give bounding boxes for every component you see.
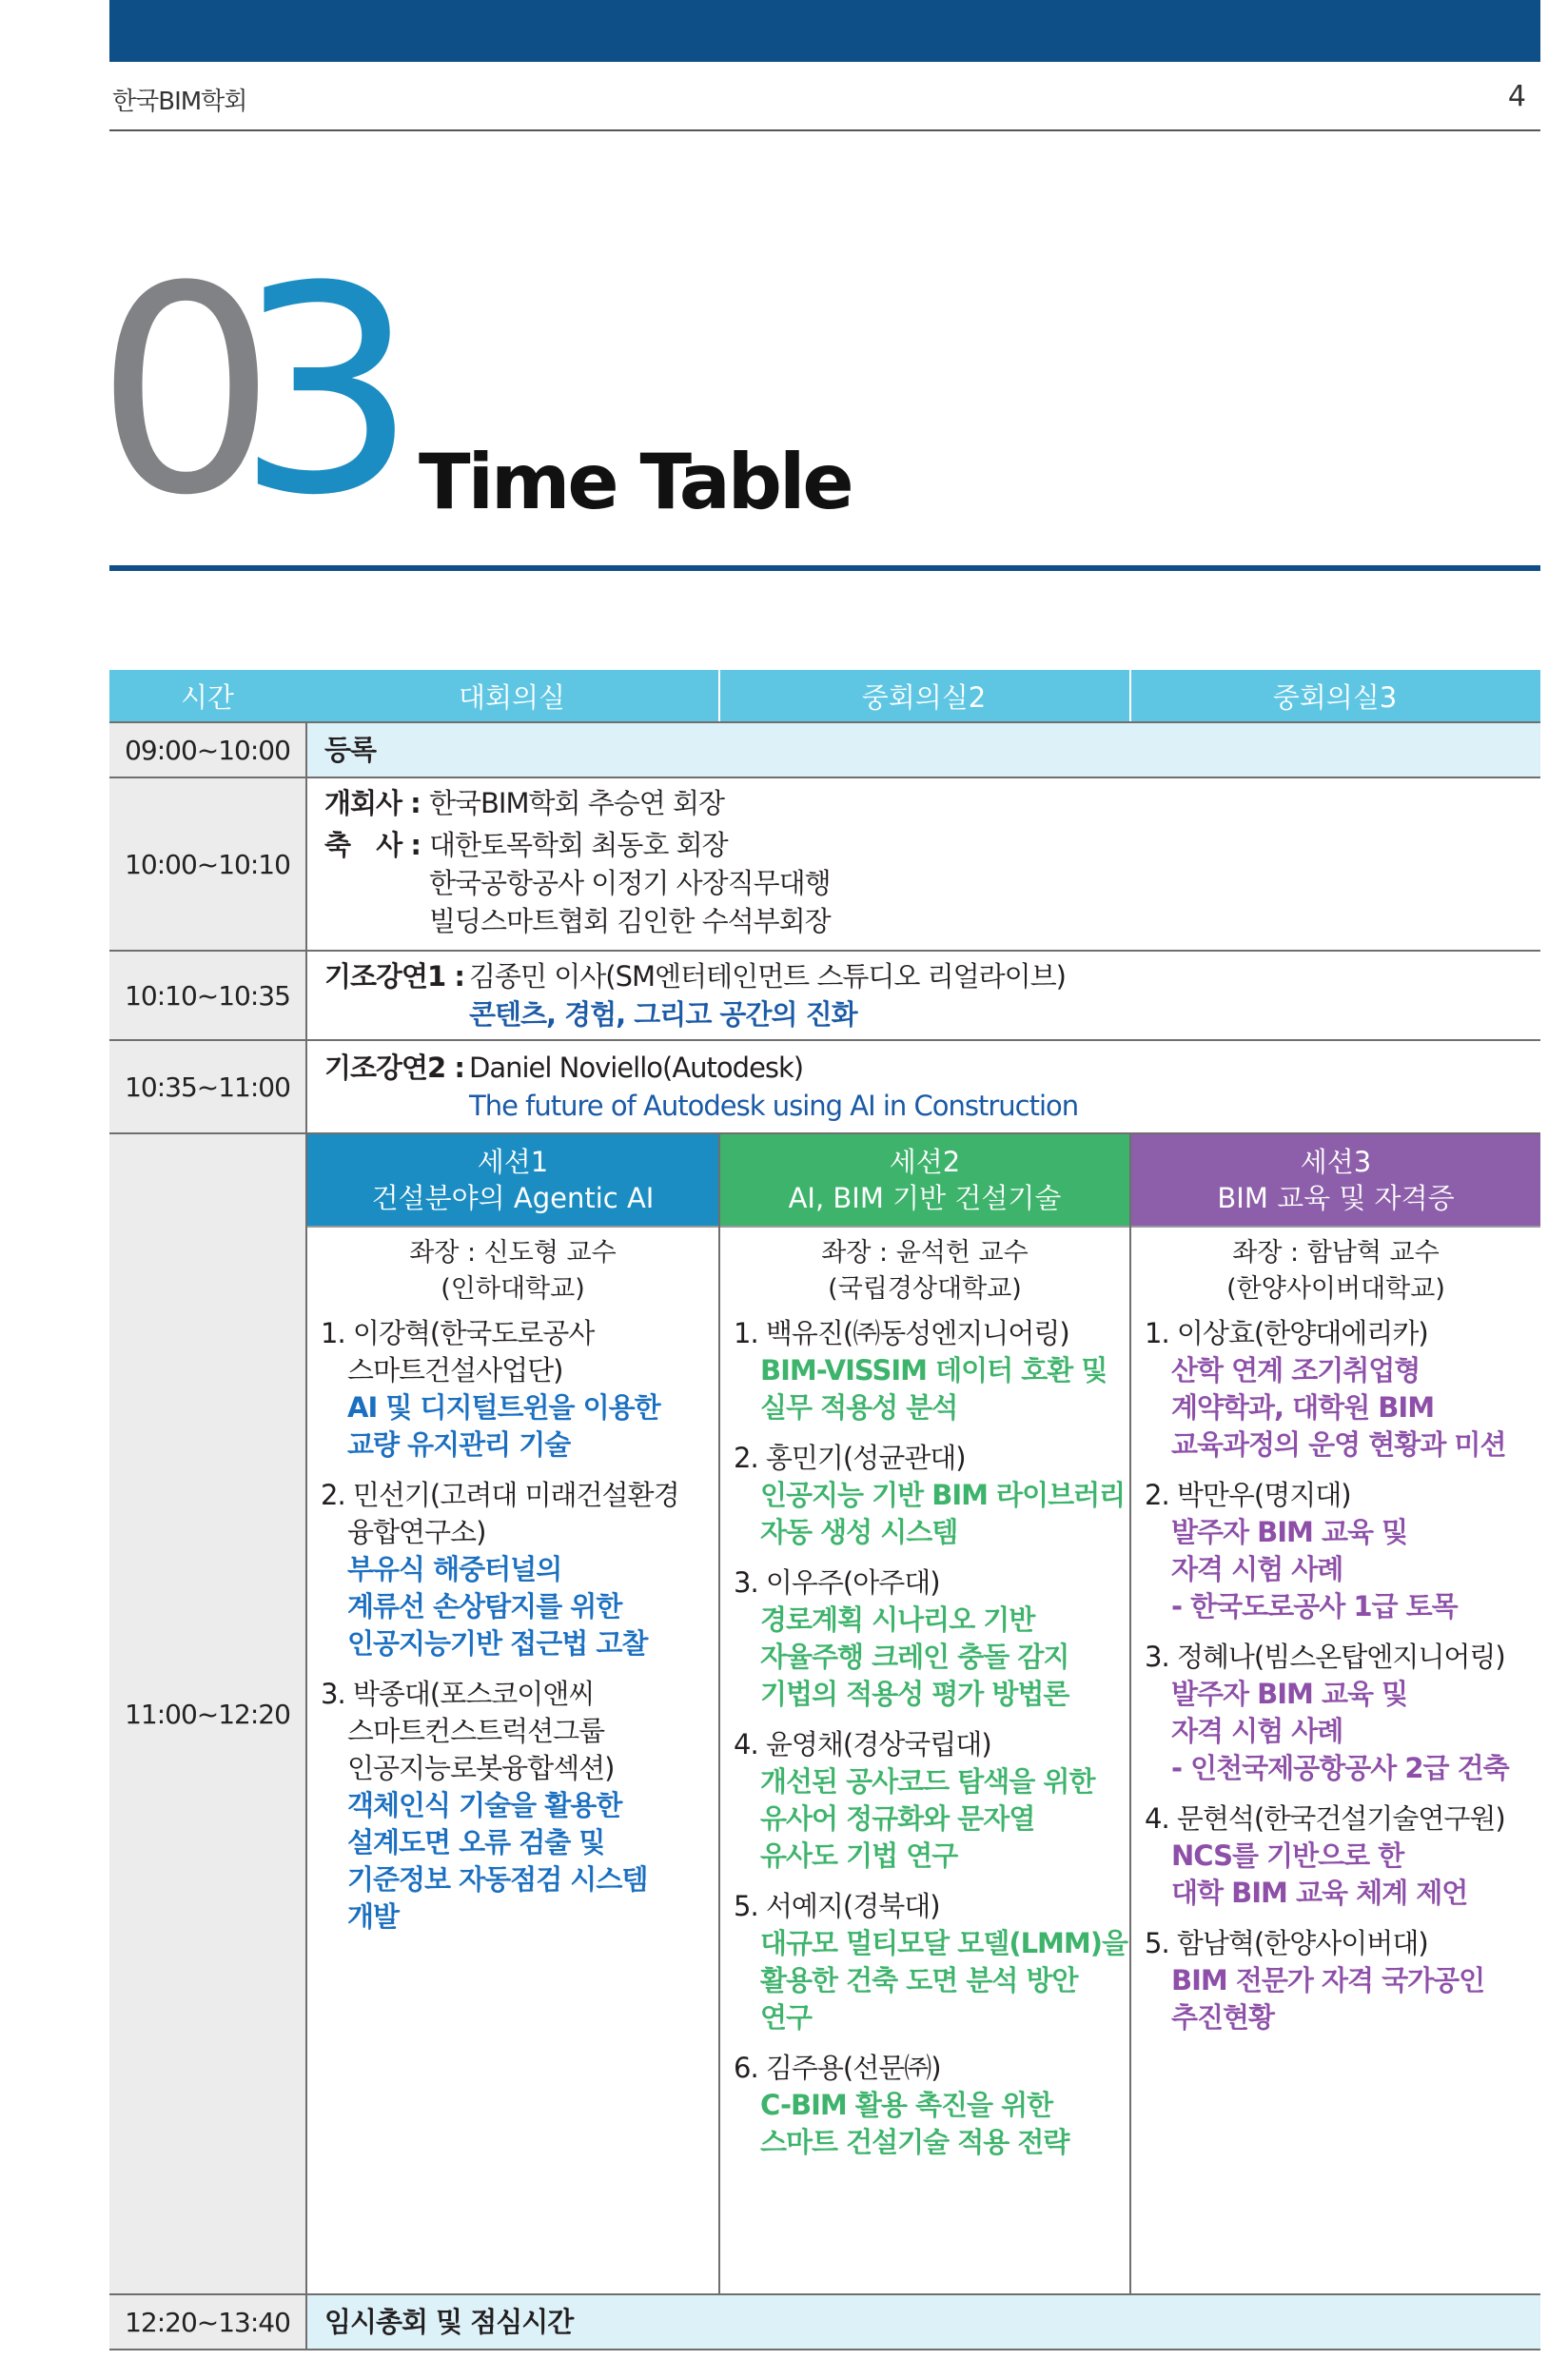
col-header-room1: 대회의실 [305,670,718,721]
presenter-name: 2. 박만우(명지대) [1145,1479,1351,1511]
presenter-name: 5. 함남혁(한양사이버대) [1145,1927,1428,1959]
session3-chair-affil: (한양사이버대학교) [1226,1274,1445,1304]
keynote2-speaker: Daniel Noviello(Autodesk) [469,1052,804,1084]
grid-line [718,1134,720,2293]
col-header-time: 시간 [109,670,305,721]
congrats-speaker-1: 대한토목학회 최동호 회장 [429,829,728,861]
header-divider [109,129,1540,131]
header-org-name: 한국BIM학회 [112,88,247,116]
presentation-topic: 대학 BIM 교육 체계 제언 [1171,1877,1468,1909]
session1-chair-name: 좌장 : 신도형 교수 [409,1238,617,1268]
section-number-three: 3 [236,226,418,558]
presenter-affiliation: 스마트건설사업단) [347,1354,563,1386]
grid-line [1129,1134,1131,2293]
presenter-name: 4. 문현석(한국건설기술연구원) [1145,1802,1505,1835]
presenter-name: 4. 윤영채(경상국립대) [734,1728,991,1760]
keynote1-topic: 콘텐츠, 경험, 그리고 공간의 진화 [469,998,857,1031]
session3-chair [1131,1235,1540,1308]
presentation-topic: NCS를 기반으로 한 [1171,1839,1404,1872]
presenter-name: 3. 박종대(포스코이앤씨 [321,1678,595,1710]
presenter-item [1145,1315,1537,1464]
time-lunch: 12:20~13:40 [109,2295,305,2349]
col-header-room2: 중회의실2 [718,670,1129,721]
session2-chair-affil: (국립경상대학교) [828,1274,1022,1304]
session2-chair-name: 좌장 : 윤석헌 교수 [821,1238,1029,1268]
presenter-item [1145,1639,1537,1787]
presentation-topic: 활용한 건축 도면 분석 방안 [760,1964,1078,1996]
session3-subtitle: BIM 교육 및 자격증 [1217,1182,1455,1214]
presenter-affiliation: 스마트컨스트럭션그룹 [347,1715,605,1747]
presentation-topic: 자격 시험 사례 [1171,1715,1343,1747]
presentation-topic: 추진현황 [1171,2001,1275,2034]
presenter-item [1145,1800,1537,1912]
presenter-name: 1. 이상효(한양대에리카) [1145,1317,1428,1349]
presenter-item [321,1676,713,1936]
presenter-name: 1. 백유진(㈜동성엔지니어링) [734,1317,1069,1349]
presentation-topic: 부유식 해중터널의 [347,1553,562,1585]
registration-cell [307,723,1540,777]
page-number: 4 [1507,80,1526,113]
presenter-name: 1. 이강혁(한국도로공사 [321,1317,595,1349]
presenter-item [734,1440,1126,1551]
session3-header [1131,1134,1540,1226]
grid-line [307,1226,1540,1228]
presentation-topic: 유사도 기법 연구 [760,1839,958,1872]
presentation-topic: - 한국도로공사 1급 토목 [1171,1590,1458,1622]
presenter-item [734,1726,1126,1875]
page-title: Time Table [419,438,852,526]
presenter-affiliation: 인공지능로봇융합섹션) [347,1752,615,1784]
presentation-topic: 개발 [347,1900,400,1933]
presenter-name: 5. 서예지(경북대) [734,1890,940,1922]
time-registration: 09:00~10:00 [109,723,305,777]
session1-title: 세션1 [477,1146,549,1178]
session2-header [720,1134,1129,1226]
presentation-topic: BIM-VISSIM 데이터 호환 및 [760,1354,1107,1386]
presentation-topic: 계약학과, 대학원 BIM [1171,1391,1435,1424]
presentation-topic: 스마트 건설기술 적용 전략 [760,2126,1069,2158]
presentation-topic: 교육과정의 운영 현황과 미션 [1171,1428,1506,1461]
presentation-topic: C-BIM 활용 촉진을 위한 [760,2089,1053,2121]
grid-line [109,2349,1540,2350]
session3-title: 세션3 [1300,1146,1372,1178]
top-banner [109,0,1540,62]
grid-line [1129,670,1131,721]
grid-line [305,721,307,2350]
presenter-name: 3. 이우주(아주대) [734,1566,940,1599]
presentation-topic: 경로계획 시나리오 기반 [760,1603,1035,1636]
opening-speaker: 한국BIM학회 추승연 회장 [429,787,725,819]
presentation-topic: 실무 적용성 분석 [760,1391,958,1424]
session1-header [307,1134,718,1226]
presentation-topic: 자동 생성 시스템 [760,1516,958,1548]
presentation-topic: - 인천국제공항공사 2급 건축 [1171,1752,1509,1784]
presentation-topic: BIM 전문가 자격 국가공인 [1171,1964,1485,1996]
presentation-topic: 자격 시험 사례 [1171,1553,1343,1585]
session2-subtitle: AI, BIM 기반 건설기술 [788,1182,1062,1214]
session1-presenter-list [321,1315,713,1949]
presentation-topic: 인공지능기반 접근법 고찰 [347,1627,648,1660]
presenter-name: 2. 홍민기(성균관대) [734,1442,966,1474]
presenter-item [734,1315,1126,1426]
time-keynote2: 10:35~11:00 [109,1041,305,1132]
presentation-topic: AI 및 디지털트윈을 이용한 [347,1391,660,1424]
presentation-topic: 산학 연계 조기취업형 [1171,1354,1421,1386]
grid-line [109,1039,1540,1041]
time-keynote1: 10:10~10:35 [109,952,305,1039]
presentation-topic: 기준정보 자동점검 시스템 [347,1863,648,1896]
presentation-topic: 기법의 적용성 평가 방법론 [760,1678,1069,1710]
presentation-topic: 유사어 정규화와 문자열 [760,1802,1035,1835]
time-sessions: 11:00~12:20 [109,1134,305,2293]
presentation-topic: 개선된 공사코드 탐색을 위한 [760,1765,1095,1798]
keynote1-label: 기조강연1 : [324,960,464,993]
presenter-item [734,2050,1126,2161]
lunch-text: 임시총회 및 점심시간 [324,2306,574,2338]
presentation-topic: 계류선 손상탐지를 위한 [347,1590,622,1622]
presentation-topic: 대규모 멀티모달 모델(LMM)을 [760,1927,1128,1959]
presenter-item [321,1315,713,1464]
presenter-item [1145,1925,1537,2036]
time-opening: 10:00~10:10 [109,778,305,950]
presenter-name: 3. 정혜나(빔스온탑엔지니어링) [1145,1641,1505,1673]
keynote2-label: 기조강연2 : [324,1052,464,1084]
session3-chair-name: 좌장 : 함남혁 교수 [1232,1238,1440,1268]
presenter-affiliation: 융합연구소) [347,1516,486,1548]
presentation-topic: 발주자 BIM 교육 및 [1171,1516,1408,1548]
section-number-zero: 0 [95,226,254,558]
session2-title: 세션2 [889,1146,961,1178]
presentation-topic: 인공지능 기반 BIM 라이브러리 [760,1479,1126,1511]
congrats-speaker-2: 한국공항공사 이정기 사장직무대행 [429,867,831,899]
grid-line [718,670,720,721]
presentation-topic: 발주자 BIM 교육 및 [1171,1678,1408,1710]
grid-line [109,950,1540,952]
congrats-label: 축 사 : [324,829,421,861]
opening-label: 개회사 : [324,787,421,819]
presenter-name: 2. 민선기(고려대 미래건설환경 [321,1479,679,1511]
grid-line [109,2293,1540,2295]
keynote1-speaker: 김종민 이사(SM엔터테인먼트 스튜디오 리얼라이브) [469,960,1066,993]
grid-line [109,777,1540,778]
title-divider [109,565,1540,571]
presentation-topic: 교량 유지관리 기술 [347,1428,571,1461]
registration-text: 등록 [324,734,377,766]
session2-chair [720,1235,1129,1308]
presenter-item [321,1477,713,1662]
session3-presenter-list [1145,1315,1537,2050]
session2-presenter-list [734,1315,1126,2174]
session1-chair-affil: (인하대학교) [441,1274,585,1304]
presentation-topic: 연구 [760,2001,813,2034]
presentation-topic: 객체인식 기술을 활용한 [347,1789,622,1821]
grid-line [109,1132,1540,1134]
presentation-topic: 설계도면 오류 검출 및 [347,1826,605,1858]
grid-line [109,721,1540,723]
presentation-topic: 자율주행 크레인 충돌 감지 [760,1641,1069,1673]
presenter-name: 6. 김주용(선문㈜) [734,2052,941,2084]
congrats-speaker-3: 빌딩스마트협회 김인한 수석부회장 [429,905,831,937]
session1-chair [307,1235,718,1308]
session1-subtitle: 건설분야의 Agentic AI [371,1182,655,1214]
time-table [109,670,1540,2350]
presenter-item [734,1888,1126,2036]
keynote2-topic: The future of Autodesk using AI in Construction [469,1090,1079,1122]
presenter-item [734,1564,1126,1713]
col-header-room3: 중회의실3 [1129,670,1540,721]
presenter-item [1145,1477,1537,1625]
